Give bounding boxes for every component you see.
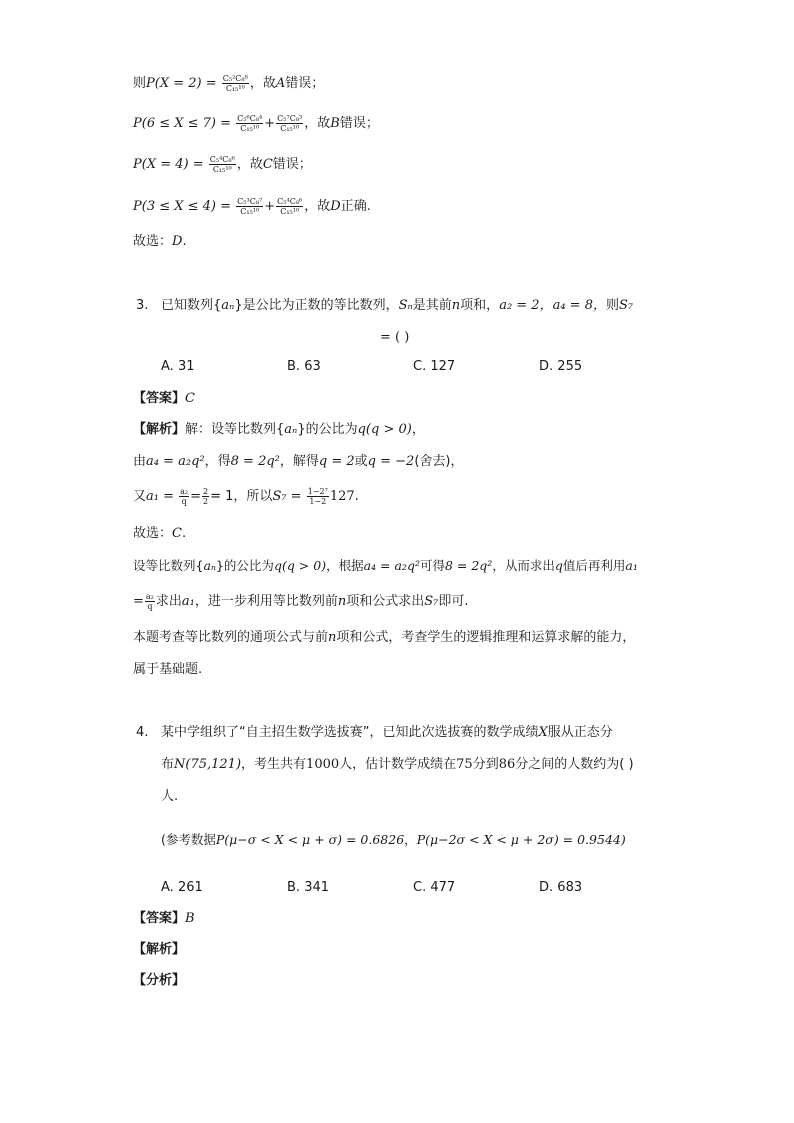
q3-number: 3. — [136, 298, 149, 313]
fraction: $\frac{\text{a₂}}{q}$ — [145, 592, 154, 611]
q3-stem-eq: = ( ) — [380, 330, 410, 345]
q3-option-c: C. 127 — [413, 359, 456, 374]
q3-analysis-line-1: 【解析】解：设等比数列{aₙ}的公比为q(q > 0)， — [133, 422, 425, 437]
prev-solution-line-a: 则P(X = 2) = $\frac{\text{C₅²C₈⁸}}{\text{C₁₅¹⁰}}$ ，故A错误； — [133, 74, 325, 93]
fraction: $\frac{2}{2}$ — [203, 487, 209, 506]
q4-stem-line-2: 布N(75,121)，考生共有1000人，估计数学成绩在75分到86分之间的人数约为( ) — [161, 757, 634, 772]
prev-solution-line-b: P(6 ≤ X ≤ 7) = $\frac{\text{C₅⁶C₈⁴}}{\text{C₁₅¹⁰}}$ + $\frac{\text{C₅⁷C₈³}}{\text{C₁₅¹⁰}}$ ，故B错误； — [133, 114, 379, 133]
q3-comment-line-2: 属于基础题. — [133, 662, 203, 677]
q4-reference-data: (参考数据P(μ−σ < X < μ + σ) = 0.6826，P(μ−2σ < X < μ + 2σ) = 0.9544) — [161, 832, 626, 847]
q4-analysis-label: 【解析】 — [133, 942, 186, 957]
fraction: $\frac{\text{C₅²C₈⁸}}{\text{C₁₅¹⁰}}$ — [222, 74, 248, 93]
q3-analysis-line-3: 又a₁ = $\frac{\text{a₂}}{q}$ = $\frac{2}{2}$ = 1，所以S₇ = $\frac{\text{1−2⁷}}{1-2}$ 127. — [133, 487, 359, 506]
q4-option-d: D. 683 — [539, 880, 583, 895]
q3-summary-line-2: = $\frac{\text{a₂}}{q}$ 求出a₁，进一步利用等比数列前n项和公式求出S₇即可. — [133, 592, 469, 611]
q4-option-a: A. 261 — [161, 880, 203, 895]
q3-option-d: D. 255 — [539, 359, 583, 374]
q3-comment-line-1: 本题考查等比数列的通项公式与前n项和公式，考查学生的逻辑推理和运算求解的能力， — [133, 630, 636, 645]
fraction: $\frac{\text{1−2⁷}}{1-2}$ — [307, 487, 328, 506]
fraction: $\frac{\text{C₅³C₈⁷}}{\text{C₁₅¹⁰}}$ — [237, 197, 263, 216]
q3-answer: 【答案】C — [133, 391, 195, 406]
q3-option-b: B. 63 — [287, 359, 321, 374]
q4-answer: 【答案】B — [133, 911, 195, 926]
q3-summary-line-1: 设等比数列{aₙ}的公比为q(q > 0)，根据a₄ = a₂q²可得8 = 2q²，从而求出q值后再利用a₁ — [133, 558, 638, 573]
q3-option-a: A. 31 — [161, 359, 195, 374]
prev-solution-line-c: P(X = 4) = $\frac{\text{C₅⁴C₈⁶}}{\text{C₁₅¹⁰}}$ ，故C错误； — [133, 155, 312, 174]
prev-choose-line: 故选：D. — [133, 234, 187, 249]
q4-stem-line-1: 某中学组织了“自主招生数学选拔赛”，已知此次选拔赛的数学成绩X服从正态分 — [161, 725, 613, 740]
q3-choose-line: 故选：C. — [133, 526, 187, 541]
q4-option-c: C. 477 — [413, 880, 456, 895]
q4-number: 4. — [136, 725, 149, 740]
fraction: $\frac{\text{C₅⁴C₈⁶}}{\text{C₁₅¹⁰}}$ — [277, 197, 303, 216]
q4-fenxi-label: 【分析】 — [133, 973, 186, 988]
fraction: $\frac{\text{a₂}}{q}$ — [180, 487, 189, 506]
q4-option-b: B. 341 — [287, 880, 330, 895]
q3-analysis-line-2: 由a₄ = a₂q²，得8 = 2q²，解得q = 2或q = −2(舍去)， — [133, 454, 464, 469]
q4-stem-line-3: 人. — [161, 789, 179, 804]
fraction: $\frac{\text{C₅⁷C₈³}}{\text{C₁₅¹⁰}}$ — [277, 114, 303, 133]
fraction: $\frac{\text{C₅⁴C₈⁶}}{\text{C₁₅¹⁰}}$ — [209, 155, 235, 174]
q3-stem: 已知数列{aₙ}是公比为正数的等比数列，Sₙ是其前n项和，a₂ = 2，a₄ = 8，则S₇ — [161, 298, 634, 313]
fraction: $\frac{\text{C₅⁶C₈⁴}}{\text{C₁₅¹⁰}}$ — [237, 114, 263, 133]
prev-solution-line-d: P(3 ≤ X ≤ 4) = $\frac{\text{C₅³C₈⁷}}{\text{C₁₅¹⁰}}$ + $\frac{\text{C₅⁴C₈⁶}}{\text{C₁₅¹⁰}}$ ，故D正确. — [133, 197, 371, 216]
